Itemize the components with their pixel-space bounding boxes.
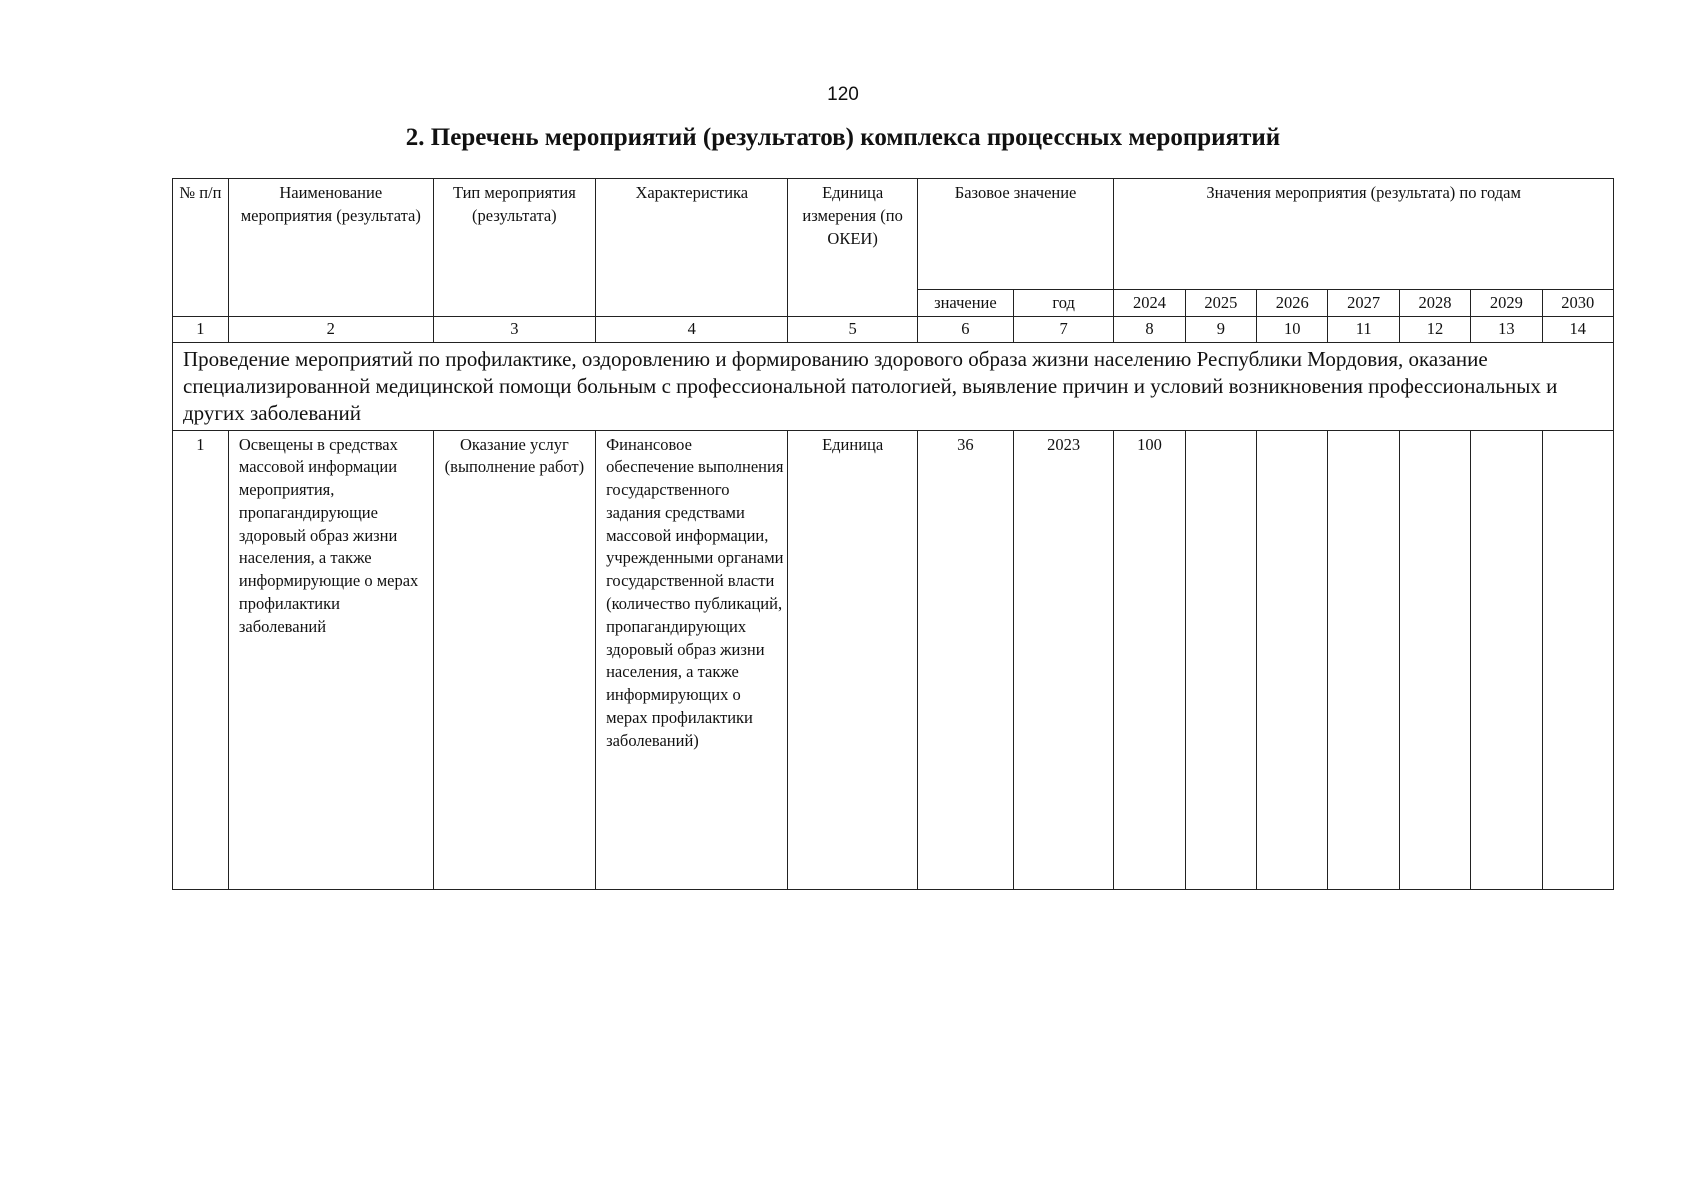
header-base-value-year: год [1013,290,1113,317]
column-number: 2 [228,317,433,343]
header-year-2029: 2029 [1471,290,1542,317]
header-type: Тип мероприятия (результата) [433,179,595,317]
column-number: 14 [1542,317,1613,343]
header-year-2030: 2030 [1542,290,1613,317]
row-base-value: 36 [917,430,1013,889]
header-characteristic: Характеристика [596,179,788,317]
column-number: 9 [1185,317,1256,343]
row-value-2027 [1328,430,1399,889]
header-name: Наименование мероприятия (результата) [228,179,433,317]
row-characteristic: Финансовое обеспечение выполнения государственного задания средствами массовой информации, учрежденными органами государственной власти (количество публикаций, пропагандирующих здоровый образ жизни населения, а также информирующих о мерах профилактики заболеваний) [596,430,788,889]
row-type: Оказание услуг (выполнение работ) [433,430,595,889]
header-yearly-values: Значения мероприятия (результата) по годам [1114,179,1614,290]
header-base-value-value: значение [917,290,1013,317]
column-number: 3 [433,317,595,343]
column-number-row [173,317,1614,343]
section-title: Проведение мероприятий по профилактике, оздоровлению и формированию здорового образа жизни населению Республики Мордовия, оказание специализированной медицинской помощи больным с профессиональной патологией, выявление причин и условий возникновения профессиональных и других заболеваний [173,342,1614,430]
row-name: Освещены в средствах массовой информации мероприятия, пропагандирующие здоровый образ жизни населения, а также информирующие о мерах профилактики заболеваний [228,430,433,889]
column-number: 8 [1114,317,1185,343]
header-unit: Единица измерения (по ОКЕИ) [788,179,917,317]
header-year-2027: 2027 [1328,290,1399,317]
column-number: 13 [1471,317,1542,343]
page-number: 120 [827,84,859,105]
column-number: 4 [596,317,788,343]
column-number: 7 [1013,317,1113,343]
row-value-2025 [1185,430,1256,889]
column-number: 5 [788,317,917,343]
header-year-2026: 2026 [1257,290,1328,317]
document-title: 2. Перечень мероприятий (результатов) комплекса процессных мероприятий [405,124,1281,151]
header-num: № п/п [173,179,229,317]
table-header-row [173,179,1614,290]
table-row [173,430,1614,889]
header-year-2024: 2024 [1114,290,1185,317]
column-number: 11 [1328,317,1399,343]
section-row [173,342,1614,430]
header-base-value: Базовое значение [917,179,1114,290]
column-number: 10 [1257,317,1328,343]
row-value-2030 [1542,430,1613,889]
row-value-2026 [1257,430,1328,889]
row-base-year: 2023 [1013,430,1113,889]
row-value-2028 [1399,430,1470,889]
header-year-2025: 2025 [1185,290,1256,317]
column-number: 12 [1399,317,1470,343]
row-unit: Единица [788,430,917,889]
column-number: 6 [917,317,1013,343]
row-value-2024: 100 [1114,430,1185,889]
column-number: 1 [173,317,229,343]
row-value-2029 [1471,430,1542,889]
row-num: 1 [173,430,229,889]
activities-table [172,178,1614,890]
header-year-2028: 2028 [1399,290,1470,317]
